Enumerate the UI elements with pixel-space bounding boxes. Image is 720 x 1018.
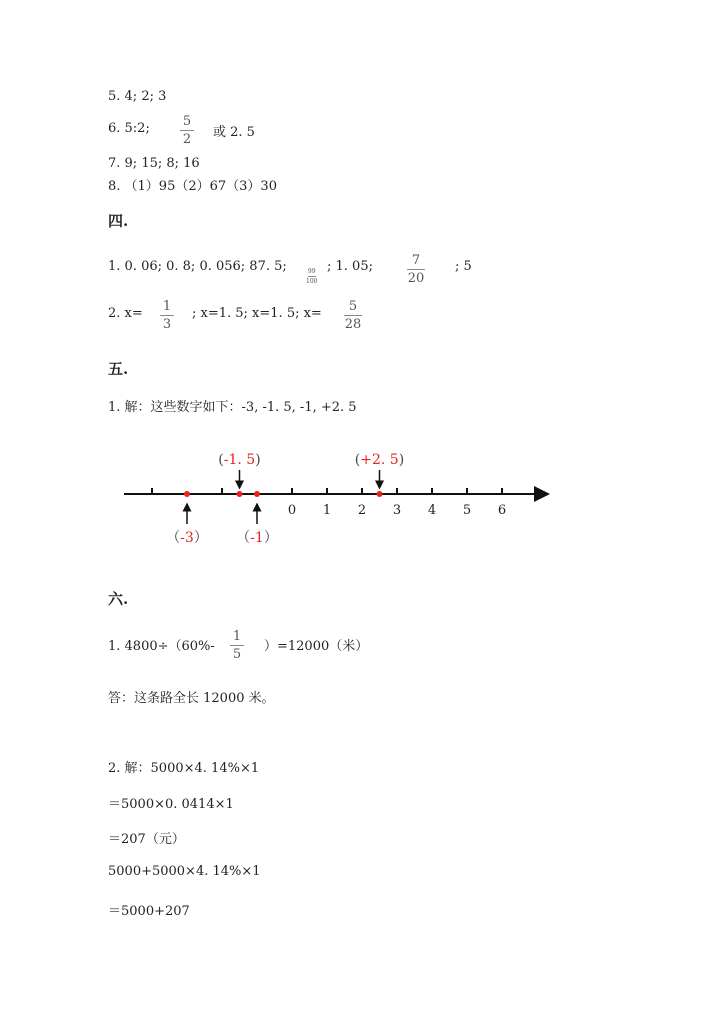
answer-4-1-mid: ; 1. 05;	[327, 259, 373, 274]
answer-6-1-conclusion: 答：这条路全长 12000 米。	[108, 691, 275, 706]
answer-6-1-end: ）=12000（米）	[264, 639, 369, 654]
answer-4-1: 1. 0. 06; 0. 8; 0. 056; 87. 5;	[108, 259, 287, 274]
fraction	[180, 114, 194, 147]
section-6-heading: 六.	[108, 590, 129, 608]
numerator: 7	[411, 253, 421, 268]
point-label: (+2. 5)	[354, 452, 405, 468]
answer-4-1-end: ; 5	[455, 259, 472, 274]
section-4-heading: 四.	[108, 212, 129, 230]
denominator: 3	[162, 317, 172, 332]
denominator: 2	[182, 132, 192, 147]
answer-6-2-line: ＝207（元）	[108, 832, 185, 847]
numerator: 5	[348, 299, 358, 314]
answer-3-7: 7. 9; 15; 8; 16	[108, 156, 200, 171]
fraction	[230, 629, 244, 662]
tick-label: 2	[357, 503, 367, 518]
answer-6-2-line: 5000+5000×4. 14%×1	[108, 864, 261, 879]
point-label: （-1）	[236, 530, 278, 546]
point-marker	[184, 491, 190, 497]
answer-3-5: 5. 4; 2; 3	[108, 89, 167, 104]
answer-6-2-line: ＝5000+207	[108, 904, 190, 919]
tick-label: 4	[427, 503, 437, 518]
denominator: 28	[344, 317, 362, 332]
fraction	[160, 299, 174, 332]
tick-label: 1	[322, 503, 332, 518]
tick-label: 0	[287, 503, 297, 518]
fraction	[306, 268, 317, 285]
answer-6-2-line: ＝5000×0. 0414×1	[108, 797, 234, 812]
answer-3-8: 8. （1）95（2）67（3）30	[108, 179, 277, 194]
section-5-heading: 五.	[108, 360, 129, 378]
tick-label: 5	[462, 503, 472, 518]
point-marker	[377, 491, 383, 497]
answer-4-2: 2. x=	[108, 306, 143, 321]
point-marker	[237, 491, 243, 497]
tick-label: 3	[392, 503, 402, 518]
fraction	[407, 253, 425, 286]
answer-4-2-mid: ; x=1. 5; x=1. 5; x=	[192, 306, 322, 321]
fraction	[344, 299, 362, 332]
numerator: 1	[232, 629, 242, 644]
numerator: 5	[182, 114, 192, 129]
point-label: （-3）	[166, 530, 208, 546]
denominator: 5	[232, 647, 242, 662]
answer-6-1: 1. 4800÷（60%-	[108, 639, 215, 654]
tick-label: 6	[497, 503, 507, 518]
number-line	[0, 440, 720, 560]
numerator: 99	[307, 268, 316, 275]
numerator: 1	[162, 299, 172, 314]
answer-3-6: 6. 5:2;	[108, 121, 150, 136]
denominator: 100	[306, 278, 318, 285]
point-label: (-1. 5)	[218, 452, 261, 468]
point-marker	[254, 491, 260, 497]
answer-3-6-alt: 或 2. 5	[213, 125, 255, 140]
answer-5-1: 1. 解：这些数字如下：-3, -1. 5, -1, +2. 5	[108, 400, 357, 415]
answer-6-2-line: 2. 解：5000×4. 14%×1	[108, 761, 260, 776]
denominator: 20	[407, 271, 425, 286]
